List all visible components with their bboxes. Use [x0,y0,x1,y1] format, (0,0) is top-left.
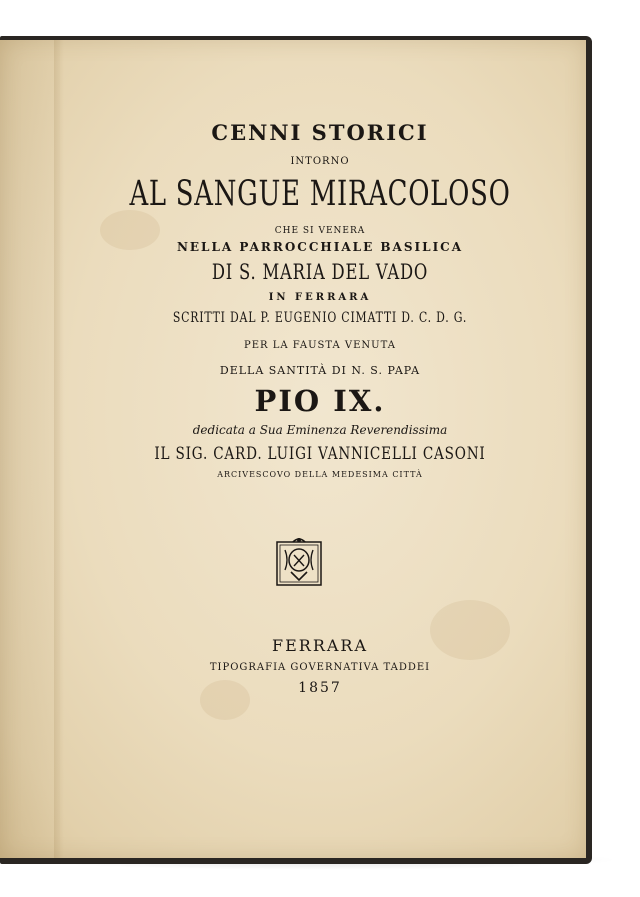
santita-line: DELLA SANTITÀ DI N. S. PAPA [219,364,421,377]
imprint-printer: TIPOGRAFIA GOVERNATIVA TADDEI [209,662,431,673]
cardinal-name: IL SIG. CARD. LUIGI VANNICELLI CASONI [154,444,486,464]
subtitle-santa-maria: DI S. MARIA DEL VADO [211,260,429,284]
author-line: SCRITTI DAL P. EUGENIO CIMATTI D. C. D. G. [172,310,468,326]
subtitle-che-si-venera: CHE SI VENERA [274,226,366,236]
occasion-line: PER LA FAUSTA VENUTA [244,340,396,351]
subtitle-basilica: NELLA PARROCCHIALE BASILICA [176,240,464,254]
imprint-year: 1857 [298,680,342,696]
pope-name: PIO IX. [254,384,386,418]
dedication-line: dedicata a Sua Eminenza Reverendissima [192,423,448,437]
archbishop-line: ARCIVESCOVO DELLA MEDESIMA CITTÀ [217,470,423,479]
main-title: AL SANGUE MIRACOLOSO [129,174,511,214]
imprint-city: FERRARA [271,636,369,655]
heading-intorno: INTORNO [290,156,350,167]
heading-cenni-storici: CENNI STORICI [211,120,429,145]
printers-device-icon [276,536,322,586]
subtitle-in-ferrara: IN FERRARA [268,292,372,303]
